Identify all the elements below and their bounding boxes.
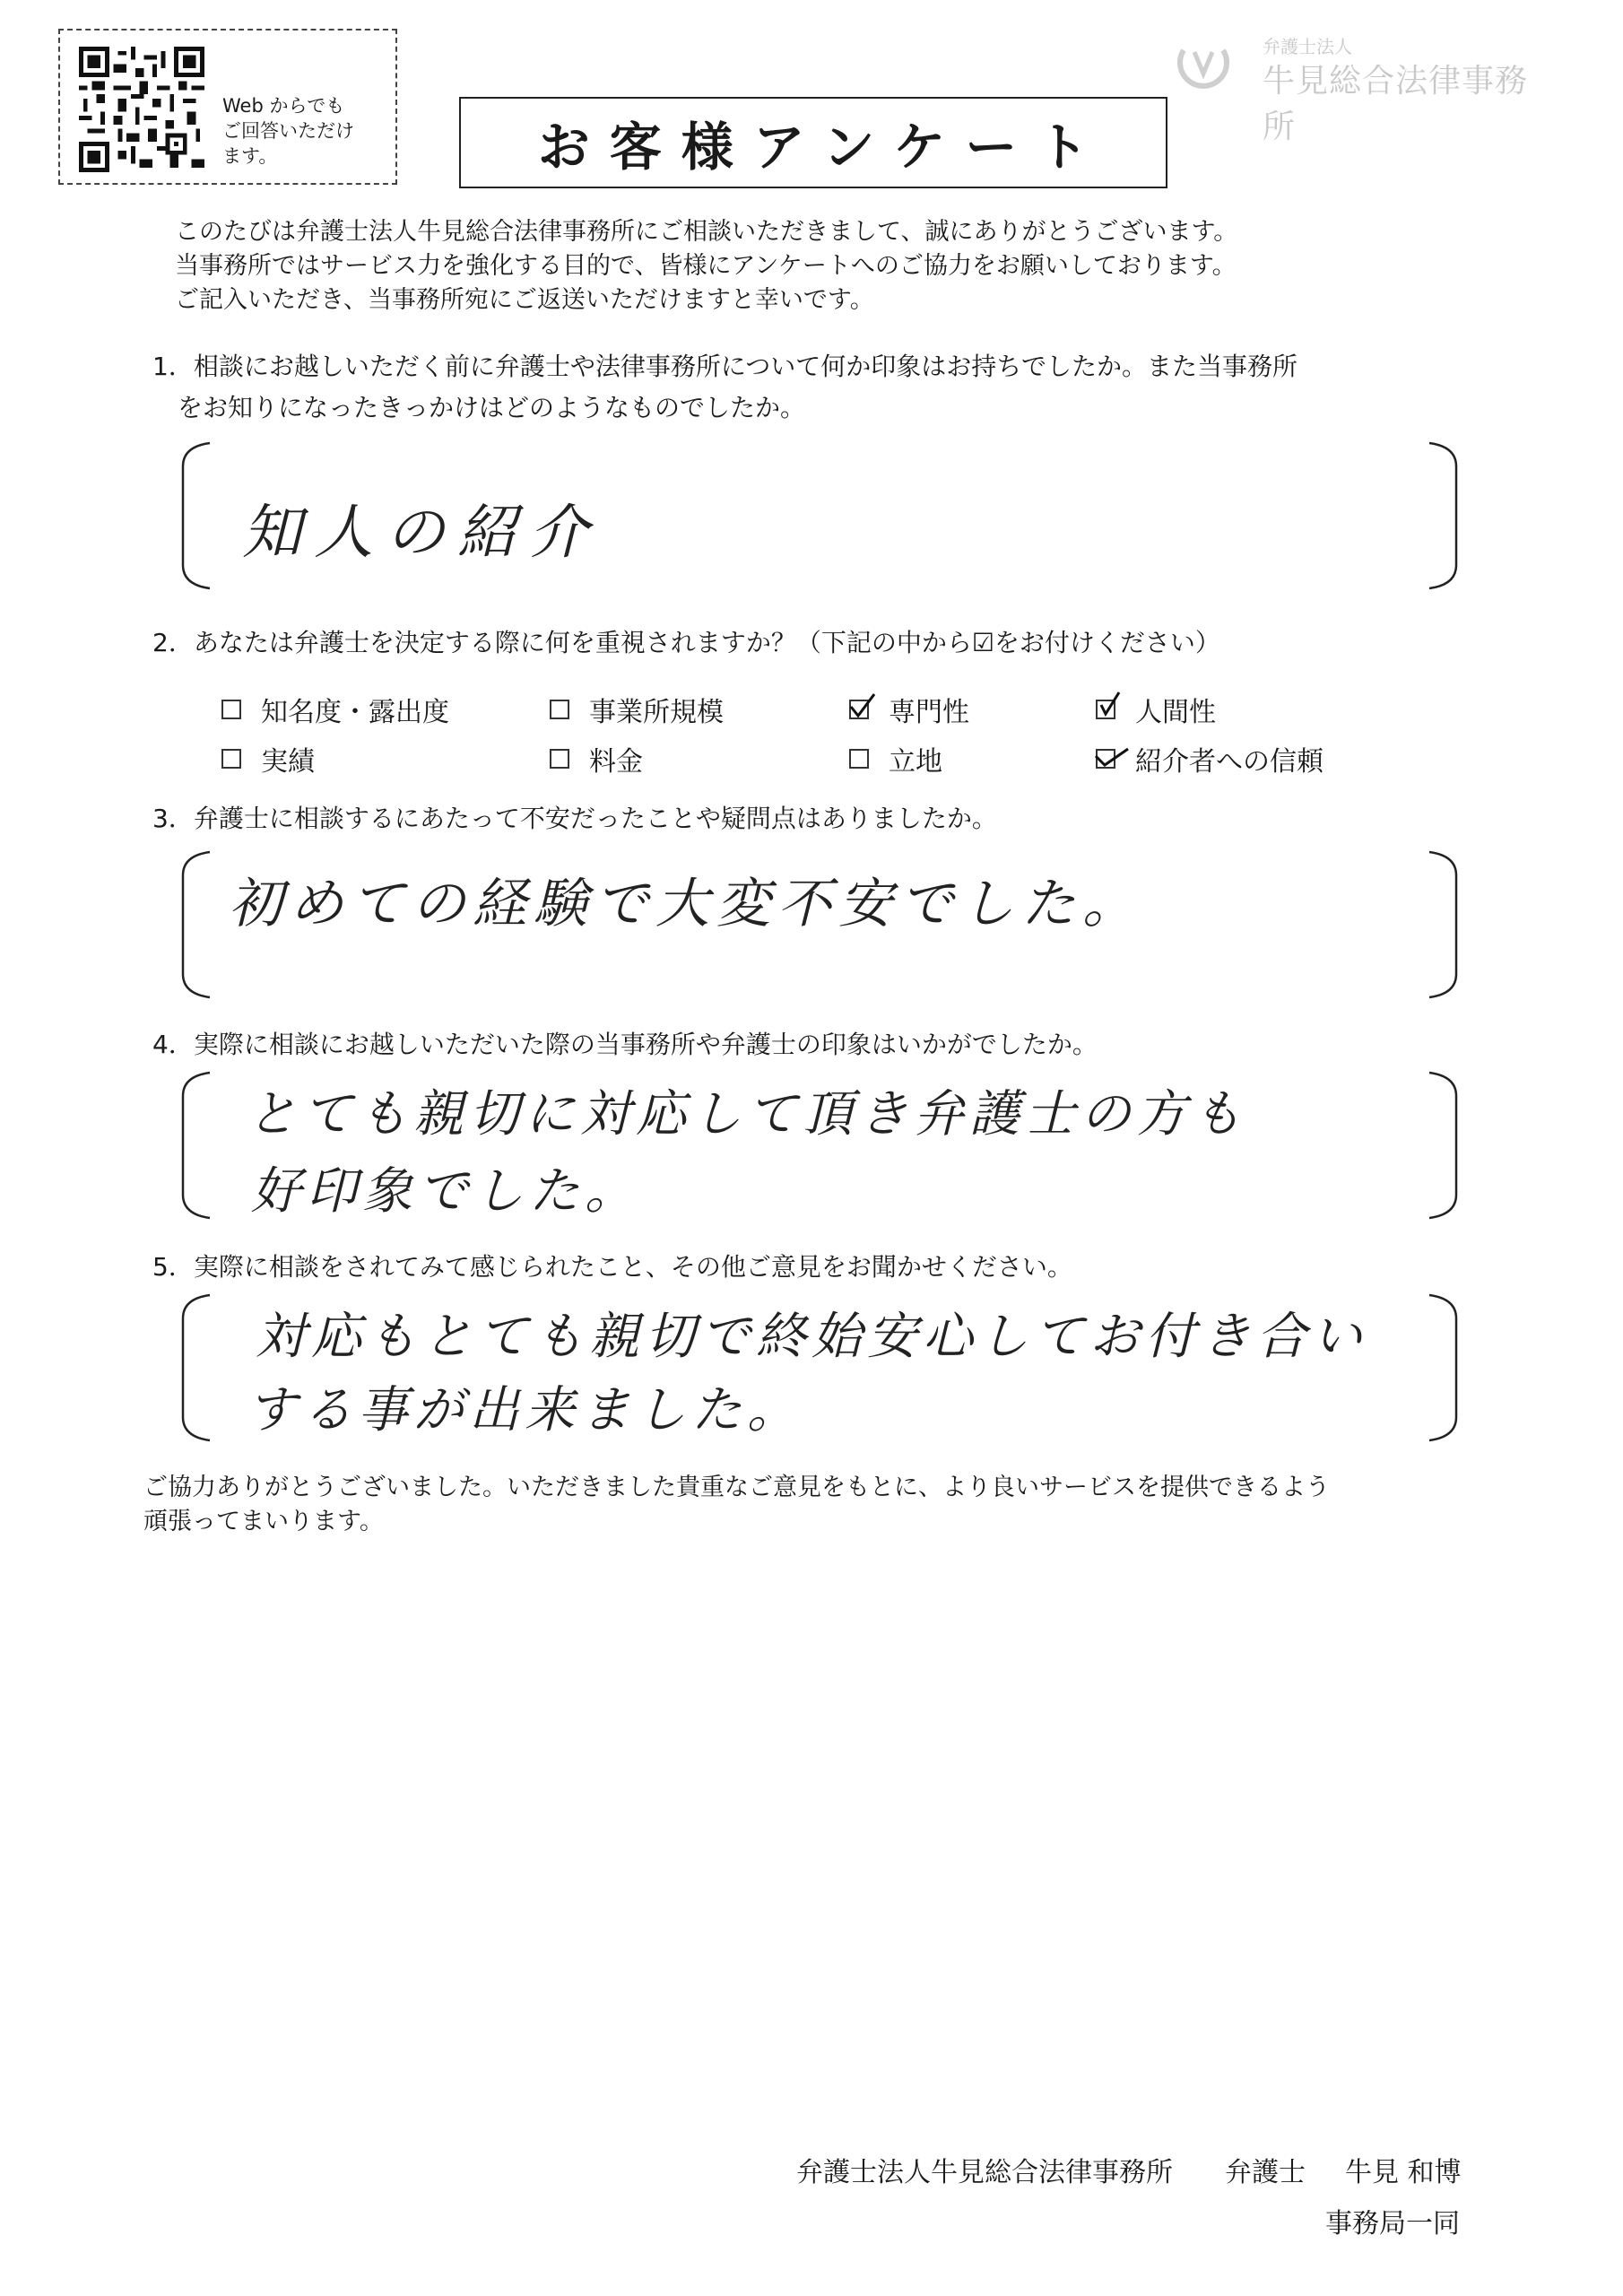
question-1-line: 1．相談にお越しいただく前に弁護士や法律事務所について何か印象はお持ちでしたか。また当事務所 (152, 352, 1298, 381)
intro-line: このたびは弁護士法人牛見総合法律事務所にご相談いただきまして、誠にありがとうございます。 (175, 218, 1238, 246)
option-label: 人間性 (1135, 697, 1216, 728)
question-1 (152, 346, 1497, 429)
answer-5-handwriting-line: する事が出来ました。 (247, 1381, 803, 1439)
survey-title-box (459, 97, 1167, 188)
option-track-record[interactable] (221, 739, 315, 778)
qr-code-image[interactable] (79, 47, 204, 172)
question-3: 3．弁護士に相談するにあたって不安だったことや疑問点はありましたか。 (152, 804, 997, 833)
closing-line: 頑張ってまいります。 (143, 1508, 384, 1535)
qr-caption-line: ます。 (222, 145, 278, 167)
option-location[interactable] (849, 739, 942, 778)
answer-4-left-bracket (178, 1069, 213, 1222)
firm-logo-icon (1175, 34, 1232, 91)
intro-line: 当事務所ではサービス力を強化する目的で、皆様にアンケートへのご協力をお願いしております。 (175, 252, 1237, 280)
checkbox[interactable] (849, 749, 869, 769)
closing-paragraph (143, 1471, 1488, 1539)
question-1-line: をお知りになったきっかけはどのようなものでしたか。 (178, 393, 806, 422)
question-5: 5．実際に相談をされてみて感じられたこと、その他ご意見をお聞かせください。 (152, 1252, 1072, 1282)
answer-5-handwriting-line: 対応もとても親切で終始安心してお付き合い (256, 1308, 1367, 1366)
answer-3-right-bracket (1426, 848, 1462, 1001)
question-4: 4．実際に相談にお越しいただいた際の当事務所や弁護士の印象はいかがでしたか。 (152, 1030, 1098, 1059)
option-label: 紹介者への信頼 (1135, 746, 1324, 778)
option-label: 実績 (261, 746, 315, 778)
answer-3-left-bracket (178, 848, 213, 1001)
intro-line: ご記入いただき、当事務所宛にご返送いただけますと幸いです。 (175, 286, 874, 314)
signature-staff: 事務局一同 (1325, 2208, 1460, 2239)
checkbox[interactable] (221, 749, 241, 769)
qr-caption-line: Web からでも (222, 95, 345, 117)
answer-1-right-bracket (1426, 439, 1462, 592)
answer-1-handwriting: 知人の紹介 (242, 498, 601, 567)
firm-logo (1175, 29, 1551, 145)
signature-name: 牛見 和博 (1345, 2157, 1462, 2188)
survey-title: お客様アンケート (537, 117, 1109, 178)
option-referrer-trust[interactable] (1096, 739, 1324, 778)
option-label: 立地 (889, 746, 942, 778)
checkbox-checked[interactable] (1096, 700, 1115, 719)
answer-4-right-bracket (1426, 1069, 1462, 1222)
option-recognition[interactable] (221, 690, 449, 729)
checkbox-checked[interactable] (1096, 749, 1115, 769)
signature-office: 弁護士法人牛見総合法律事務所 (796, 2157, 1173, 2188)
checkbox[interactable] (550, 700, 569, 719)
option-label: 事業所規模 (589, 697, 724, 728)
option-fee[interactable] (550, 739, 643, 778)
question-2: 2．あなたは弁護士を決定する際に何を重視されますか？（下記の中から☑をお付けください） (152, 628, 1220, 657)
closing-line: ご協力ありがとうございました。いただきました貴重なご意見をもとに、より良いサービスを提供できるよう (143, 1474, 1330, 1501)
option-label: 料金 (589, 746, 643, 778)
checkbox[interactable] (550, 749, 569, 769)
answer-1-left-bracket (178, 439, 213, 592)
checkbox[interactable] (221, 700, 241, 719)
firm-logo-name: 牛見総合法律事務所 (1263, 63, 1529, 145)
check-mark-icon (847, 689, 878, 719)
checkbox-checked[interactable] (849, 700, 869, 719)
firm-logo-subtitle: 弁護士法人 (1263, 36, 1352, 57)
answer-4-handwriting-line: とても親切に対応して頂き弁護士の方も (247, 1085, 1247, 1144)
qr-caption-line: ご回答いただけ (222, 120, 354, 142)
answer-3-handwriting: 初めての経験で大変不安でした。 (229, 873, 1143, 935)
option-expertise[interactable] (849, 690, 969, 729)
option-label: 専門性 (889, 697, 969, 728)
signature-title: 弁護士 (1225, 2157, 1306, 2188)
answer-5-left-bracket (178, 1292, 213, 1444)
answer-5-right-bracket (1426, 1292, 1462, 1444)
intro-paragraph (175, 215, 1475, 317)
qr-caption (222, 93, 384, 169)
check-mark-icon (1094, 738, 1130, 769)
option-scale[interactable] (550, 690, 724, 729)
option-label: 知名度・露出度 (261, 697, 449, 728)
option-personality[interactable] (1096, 690, 1216, 729)
answer-4-handwriting-line: 好印象でした。 (251, 1162, 640, 1221)
check-mark-icon (1094, 689, 1124, 719)
